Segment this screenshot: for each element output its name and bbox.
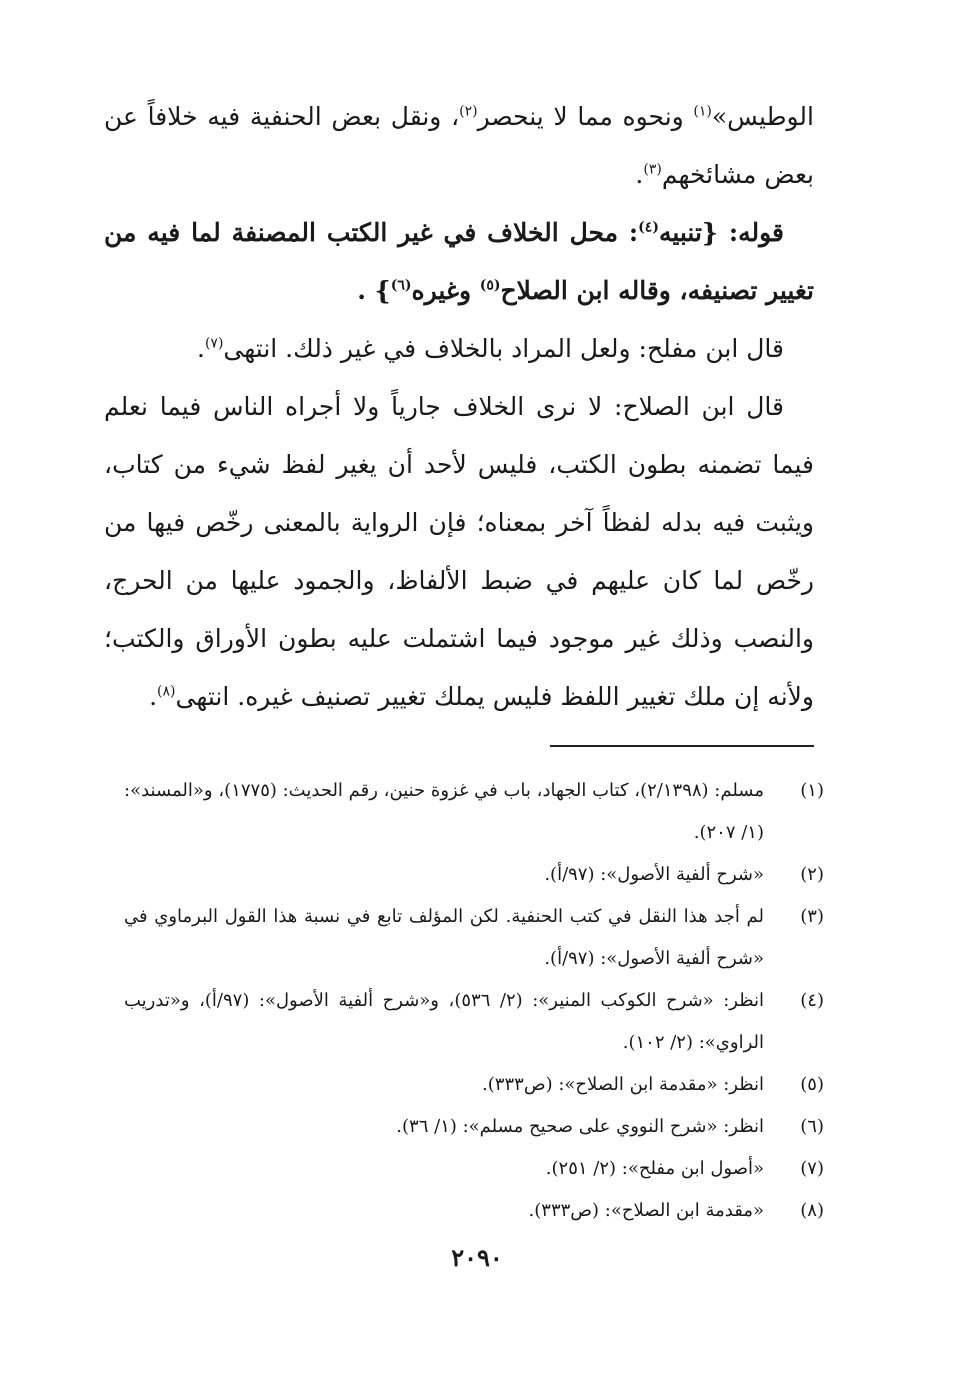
footnote-number: (٦) — [800, 1116, 824, 1137]
footnote-4 — [124, 980, 824, 1064]
paragraph-1: الوطيس»$^{(١)}$ ونحوه مما لا ينحصر$^{(٢)}$، ونقل بعض الحنفية فيه خلافاً عن بعض مشائخهم$^{(٣)}$. — [104, 102, 814, 189]
footnote-7 — [124, 1148, 824, 1190]
footnote-text: انظر: «شرح الكوكب المنير»: (٢/ ٥٣٦)، و«شرح ألفية الأصول»: (٩٧/أ)، و«تدريب الراوي»: (٢/ ١٠٢). — [124, 990, 764, 1053]
footnote-6 — [124, 1106, 824, 1148]
paragraph-4: قال ابن الصلاح: لا نرى الخلاف جارياً ولا أجراه الناس فيما نعلم فيما تضمنه بطون الكتب، فليس لأحد أن يغير لفظ شيء من كتاب، ويثبت فيه بدله لفظاً آخر بمعناه؛ فإن الرواية بالمعنى رخّص فيها من رخّص لما كان عليهم في ضبط الألفاظ، والجمود عليها من الحرج، والنصب وذلك غير موجود فيما اشتملت عليه بطون الأوراق والكتب؛ ولأنه إن ملك تغيير اللفظ فليس يملك تغيير تصنيف غيره. انتهى$^{(٨)}$. — [104, 392, 814, 711]
footnote-ref-1[interactable]: (١) — [693, 103, 712, 120]
footnote-text: انظر: «مقدمة ابن الصلاح»: (ص٣٣٣). — [482, 1074, 764, 1095]
footnote-ref-7[interactable]: (٧) — [204, 335, 224, 352]
footnote-5 — [124, 1064, 824, 1106]
footnote-ref-4[interactable]: (٤) — [638, 219, 659, 236]
footnote-number: (١) — [800, 780, 824, 801]
footnote-ref-5[interactable]: (٥) — [479, 277, 501, 294]
footnote-number: (٢) — [800, 864, 824, 885]
footnote-8 — [124, 1190, 824, 1232]
page-number: ٢٠٩٠ — [451, 1243, 503, 1272]
footnote-text: لم أجد هذا النقل في كتب الحنفية. لكن المؤلف تابع في نسبة هذا القول البرماوي في «شرح ألفية الأصول»: (٩٧/أ). — [124, 906, 764, 969]
footnote-1 — [124, 770, 824, 854]
footnote-text: «شرح ألفية الأصول»: (٩٧/أ). — [544, 864, 764, 885]
footnote-text: انظر: «شرح النووي على صحيح مسلم»: (١/ ٣٦). — [396, 1116, 764, 1137]
footnote-2 — [124, 854, 824, 896]
footnote-number: (٣) — [800, 906, 824, 927]
footnote-number: (٨) — [800, 1200, 824, 1221]
footnote-text: «مقدمة ابن الصلاح»: (ص٣٣٣). — [528, 1200, 764, 1221]
paragraph-2-tanbih: قوله: {تنبيه$^{(٤)}$: محل الخلاف في غير الكتب المصنفة لما فيه من تغيير تصنيفه، وقاله ابن الصلاح$^{(٥)}$ وغيره$^{(٦)}$} . — [104, 218, 814, 305]
footnote-ref-2[interactable]: (٢) — [459, 103, 478, 120]
footnote-number: (٥) — [800, 1074, 824, 1095]
footnote-text: مسلم: (٢/١٣٩٨)، كتاب الجهاد، باب في غزوة حنين، رقم الحديث: (١٧٧٥)، و«المسند»: (١/ ٢٠٧). — [124, 780, 764, 843]
footnote-3 — [124, 896, 824, 980]
footnote-ref-6[interactable]: (٦) — [390, 277, 412, 294]
footnote-number: (٤) — [800, 990, 824, 1011]
main-text — [104, 88, 814, 726]
footnotes — [124, 770, 824, 1232]
footnote-text: «أصول ابن مفلح»: (٢/ ٢٥١). — [545, 1158, 764, 1179]
footnote-ref-3[interactable]: (٣) — [643, 161, 662, 178]
footnote-separator — [550, 745, 814, 747]
footnote-number: (٧) — [800, 1158, 824, 1179]
footnote-ref-8[interactable]: (٨) — [157, 683, 176, 700]
paragraph-3: قال ابن مفلح: ولعل المراد بالخلاف في غير ذلك. انتهى$^{(٧)}$. — [197, 334, 784, 363]
